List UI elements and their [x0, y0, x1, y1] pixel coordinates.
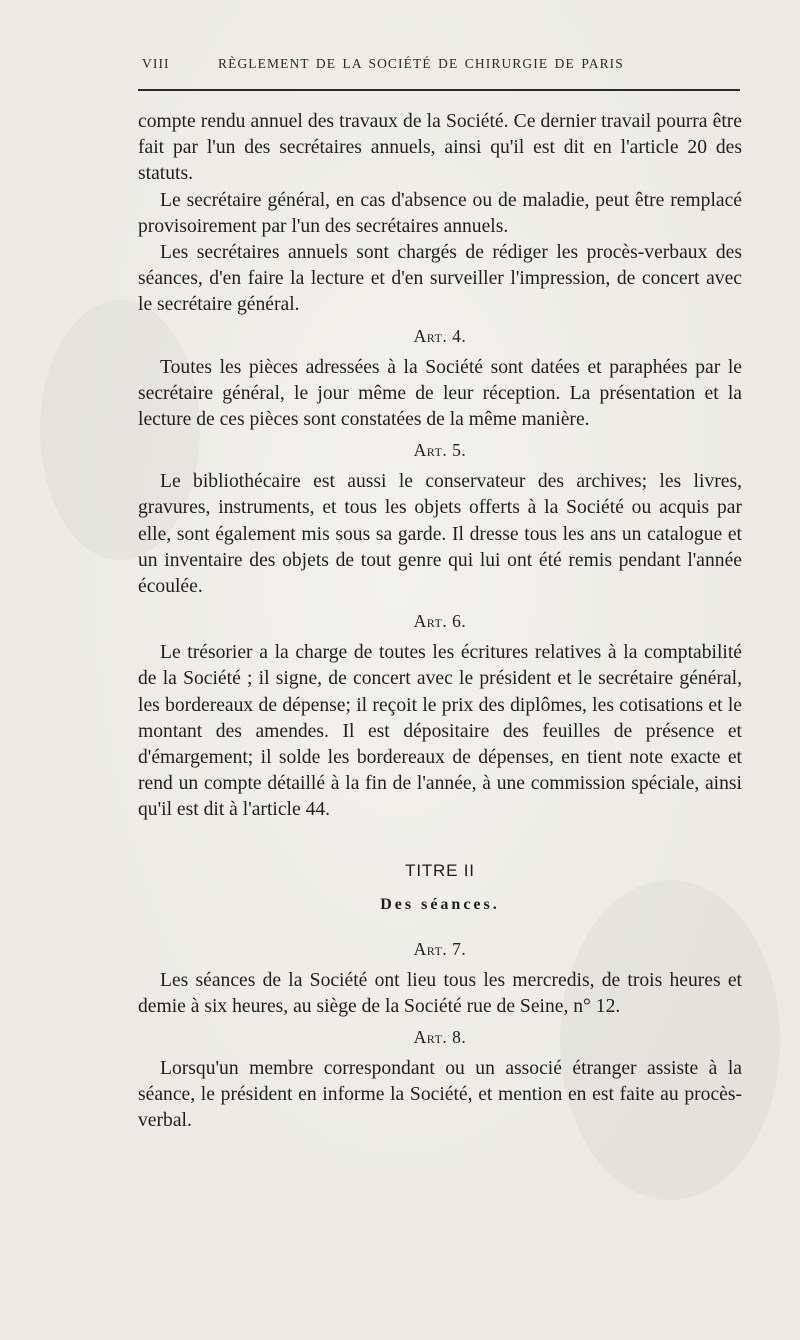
article-8-heading: Art. 8. — [413, 1027, 467, 1048]
header-rule — [138, 89, 740, 91]
paragraph-secretaires-annuels: Les secrétaires annuels sont chargés de rédiger les procès-verbaux des séances, d'en faire la lecture et d'en surveiller l'impression, de concert avec le secrétaire général. — [138, 242, 742, 316]
running-title: RÈGLEMENT DE LA SOCIÉTÉ DE CHIRURGIE DE PARIS — [218, 56, 624, 71]
article-4-text: Toutes les pièces adressées à la Société sont datées et paraphées par le secrétaire général, le jour même de leur réception. La présentation et la lecture de ces pièces sont constatées de la même manière. — [138, 356, 742, 431]
title-heading: TITRE II — [405, 860, 475, 880]
running-head — [142, 56, 742, 80]
article-5-heading: Art. 5. — [413, 440, 467, 461]
paragraph-continuation: compte rendu annuel des travaux de la Société. Ce dernier travail pourra être fait par l'un des secrétaires annuels, ainsi qu'il est dit en l'article 20 des statuts. — [138, 111, 742, 185]
paragraph-secretaire-general: Le secrétaire général, en cas d'absence ou de maladie, peut être remplacé provisoirement par l'un des secrétaires annuels. — [138, 189, 742, 237]
article-7-text: Les séances de la Société ont lieu tous les mercredis, de trois heures et demie à six heures, au siège de la Société rue de Seine, n° 12. — [138, 969, 742, 1017]
section-subtitle: Des séances. — [380, 895, 500, 913]
page-number: VIII — [142, 56, 170, 71]
body-text — [138, 109, 742, 1135]
article-6-text: Le trésorier a la charge de toutes les écritures relatives à la comptabilité de la Société ; il signe, de concert avec le président et le secrétaire général, les bordereaux de dépense; il reçoit le prix des diplômes, les cotisations et le montant des amendes. Il est dépositaire des feuilles de présence et d'émargement; il solde les bordereaux de dépenses, en tient note exacte et rend un compte détaillé à la fin de l'année, à une commission spéciale, ainsi qu'il est dit à l'article 44. — [138, 642, 742, 821]
article-6-heading: Art. 6. — [413, 611, 467, 632]
article-7-heading: Art. 7. — [413, 938, 467, 959]
article-5-text: Le bibliothécaire est aussi le conservateur des archives; les livres, gravures, instruments, et tous les objets offerts à la Société ou acquis par elle, sont également mis sous sa garde. Il dresse tous les ans un catalogue et un inventaire des objets de tout genre qui lui ont été remis pendant l'année écoulée. — [138, 471, 742, 598]
article-4-heading: Art. 4. — [413, 325, 467, 346]
article-8-text: Lorsqu'un membre correspondant ou un associé étranger assiste à la séance, le président en informe la Société, et mention en est faite au procès-verbal. — [138, 1058, 742, 1132]
